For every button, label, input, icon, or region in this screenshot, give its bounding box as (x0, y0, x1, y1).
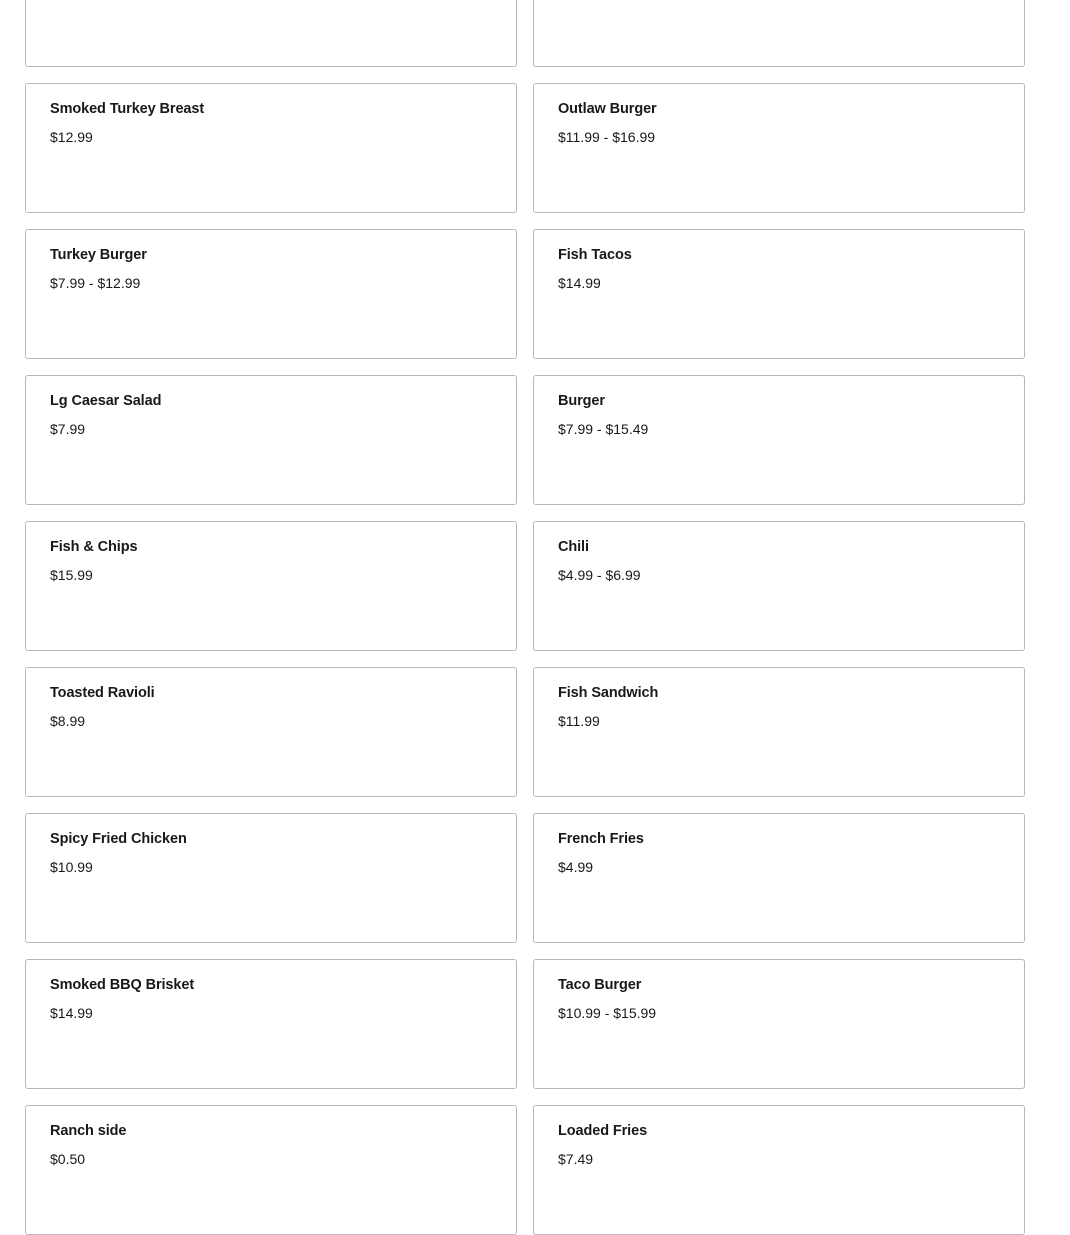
menu-item-name: Fish Tacos (558, 247, 632, 263)
menu-item-name: Burger (558, 393, 605, 409)
menu-item-name: Fish Sandwich (558, 685, 659, 701)
menu-item-card[interactable] (533, 229, 1025, 359)
menu-item-name: Lg Caesar Salad (50, 393, 162, 409)
menu-item-price: $7.49 (558, 1151, 594, 1167)
menu-item-card[interactable] (25, 1105, 517, 1235)
menu-item-card[interactable] (25, 521, 517, 651)
menu-item-card[interactable] (533, 521, 1025, 651)
menu-item-card[interactable] (533, 375, 1025, 505)
menu-item-price: $4.99 (558, 859, 594, 875)
menu-item-card[interactable] (25, 229, 517, 359)
menu-item-price: $4.99 - $6.99 (558, 567, 641, 583)
menu-item-price: $0.50 (50, 1151, 86, 1167)
menu-item-price: $7.99 (50, 421, 86, 437)
menu-item-name: Toasted Ravioli (50, 685, 155, 701)
menu-item-price: $12.99 (50, 129, 93, 145)
menu-item-card[interactable] (533, 959, 1025, 1089)
menu-item-card[interactable] (25, 0, 517, 67)
menu-item-price: $14.99 (558, 275, 601, 291)
menu-item-card[interactable] (25, 667, 517, 797)
menu-item-card[interactable] (25, 375, 517, 505)
menu-item-price: $8.99 (50, 713, 86, 729)
menu-item-name: Smoked BBQ Brisket (50, 977, 195, 993)
menu-item-price: $10.99 - $15.99 (558, 1005, 657, 1021)
menu-item-name: Spicy Fried Chicken (50, 831, 187, 847)
menu-item-card[interactable] (533, 813, 1025, 943)
menu-item-card[interactable] (25, 813, 517, 943)
menu-item-card[interactable] (25, 959, 517, 1089)
menu-item-price: $7.99 - $15.49 (558, 421, 649, 437)
menu-item-name: Chili (558, 539, 589, 555)
menu-item-card[interactable] (533, 83, 1025, 213)
menu-item-name: Outlaw Burger (558, 101, 657, 117)
menu-item-price: $14.99 (50, 1005, 93, 1021)
menu-item-name: Turkey Burger (50, 247, 147, 263)
menu-item-price: $11.99 (558, 713, 600, 729)
menu-item-name: Smoked Turkey Breast (50, 101, 205, 117)
menu-item-name: French Fries (558, 831, 644, 847)
menu-item-card[interactable] (533, 1105, 1025, 1235)
menu-item-card[interactable] (25, 83, 517, 213)
menu-item-name: Fish & Chips (50, 539, 138, 555)
menu-item-name: Loaded Fries (558, 1123, 648, 1139)
menu-item-price: $15.99 (50, 567, 93, 583)
menu-item-name: Ranch side (50, 1123, 127, 1139)
menu-item-price: $11.99 - $16.99 (558, 129, 656, 145)
menu-item-price: $10.99 (50, 859, 93, 875)
menu-item-grid (25, 0, 1025, 1235)
menu-item-card[interactable] (533, 667, 1025, 797)
menu-item-card[interactable] (533, 0, 1025, 67)
menu-item-name: Taco Burger (558, 977, 642, 993)
menu-item-price: $7.99 - $12.99 (50, 275, 141, 291)
